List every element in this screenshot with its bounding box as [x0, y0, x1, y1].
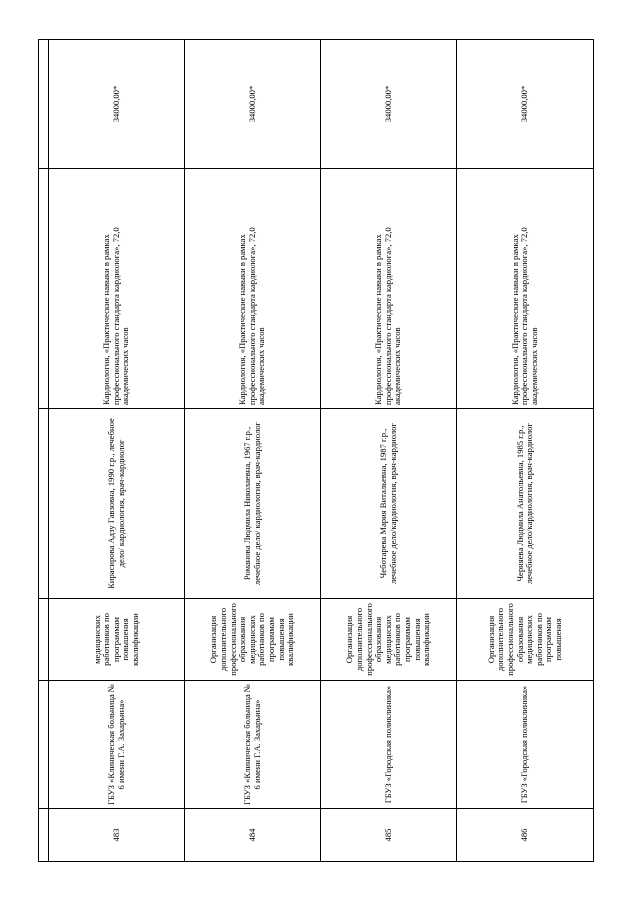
program-form-cell: [48, 599, 185, 681]
organization-cell: ГБУЗ «Клиническая больница № 6 имени Г.А. Захарьина»: [185, 681, 320, 809]
cost-cell: 34000,00*: [457, 40, 594, 169]
organization-cell: ГБУЗ «Клиническая больница № 6 имени Г.А. Захарьина»: [48, 681, 185, 809]
table-row: [185, 40, 320, 862]
table-row: [48, 40, 185, 862]
row-number: 486: [457, 809, 594, 862]
table-row: [457, 40, 594, 862]
specialist-cell: Кирасирова Адзу Гавзовна, 1990 г.р., лечебное дело/ кардиология, врач-кардиолог: [48, 409, 185, 599]
course-cell: Кардиология, «Практические навыки в рамках профессионального стандарта кардиолога», 72,0 академических часов: [457, 169, 594, 409]
specialist-cell: Черняева Людмила Анатольевна, 1985 г.р., лечебное дело/кардиология, врач-кардиолог: [457, 409, 594, 599]
specialist-cell: Романова Людмила Николаевна, 1967 г.р., лечебное дело/ кардиология, врач-кардиолог: [185, 409, 320, 599]
program-form-cell: Организация дополнительного профессионального образования медицинских работников по программам повышения: [457, 599, 594, 681]
table-row: [320, 40, 457, 862]
cost-cell: 34000,00*: [48, 40, 185, 169]
table-top-rule: [39, 40, 49, 862]
organization-cell: ГБУЗ «Городская поликлиника»: [320, 681, 457, 809]
program-form-cell: Организация дополнительного профессионального образования медицинских работников по программам повышения квалификации: [185, 599, 320, 681]
program-form-cell: Организация дополнительного профессионального образования медицинских работников по программам повышения квалификации: [320, 599, 457, 681]
specialist-cell: Чеботарева Мария Витальевна, 1987 г.р., лечебное дело/кардиология, врач-кардиолог: [320, 409, 457, 599]
cost-cell: 34000,00*: [320, 40, 457, 169]
row-number: 483: [48, 809, 185, 862]
course-cell: Кардиология, «Практические навыки в рамках профессионального стандарта кардиолога», 72,0 академических часов: [320, 169, 457, 409]
course-cell: Кардиология, «Практические навыки в рамках профессионального стандарта кардиолога», 72,0 академических часов: [185, 169, 320, 409]
training-table: [38, 39, 594, 862]
course-cell: Кардиология, «Практические навыки в рамках профессионального стандарта кардиолога», 72,0 академических часов: [48, 169, 185, 409]
row-number: 485: [320, 809, 457, 862]
row-number: 484: [185, 809, 320, 862]
rotated-table-wrapper: [38, 40, 594, 862]
organization-cell: ГБУЗ «Городская поликлиника»: [457, 681, 594, 809]
program-form-text: медицинских работников по программам повышения квалификации: [91, 613, 141, 666]
cost-cell: 34000,00*: [185, 40, 320, 169]
